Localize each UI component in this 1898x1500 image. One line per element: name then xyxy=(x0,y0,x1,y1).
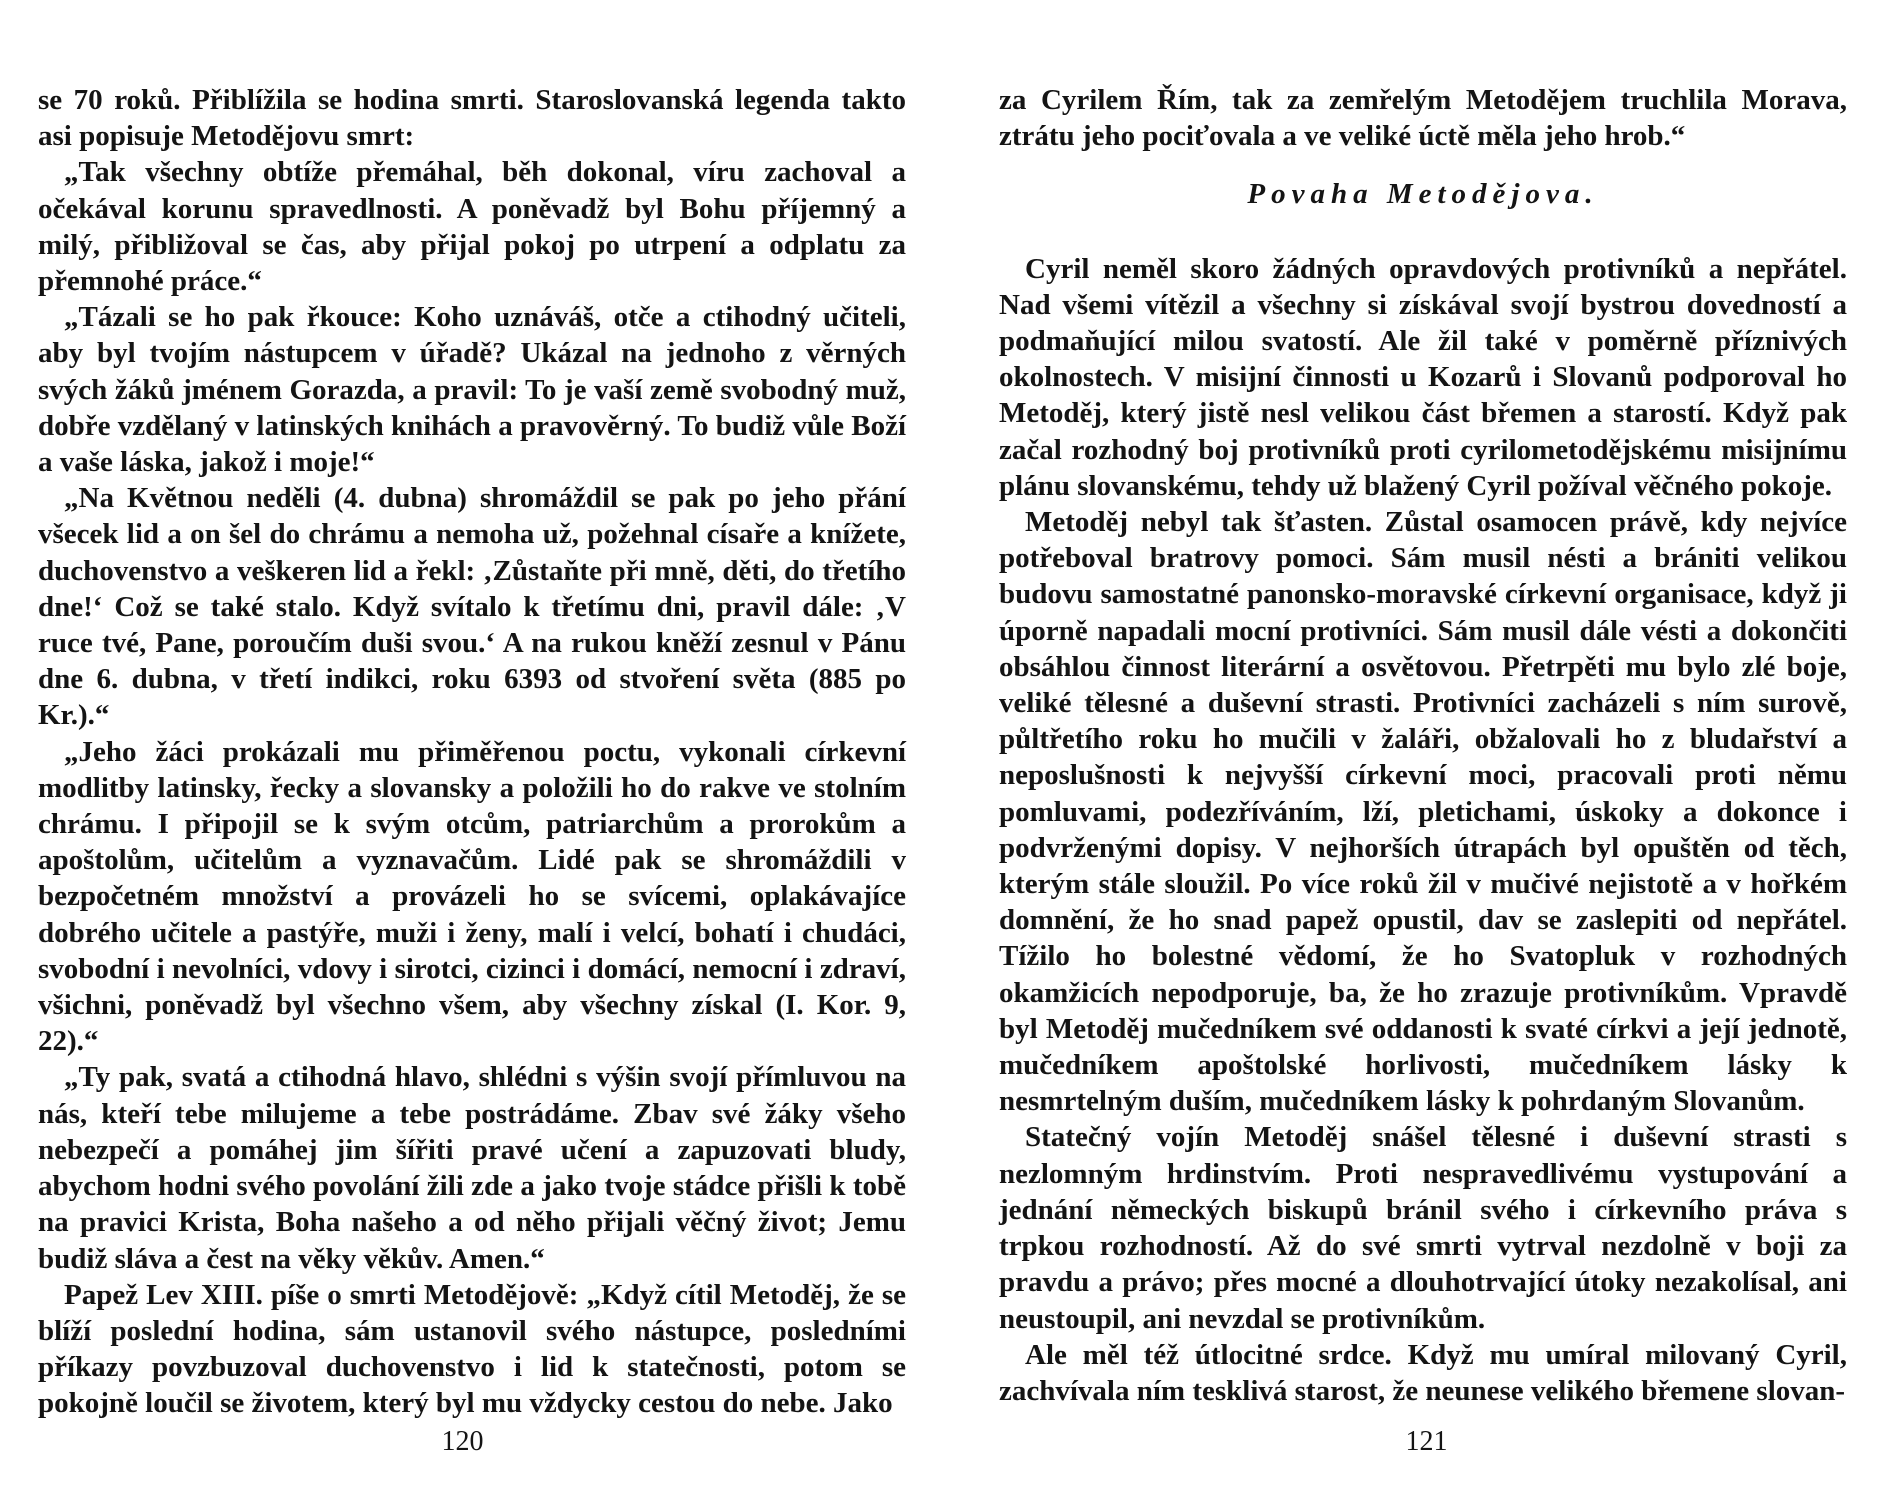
page-number-right: 121 xyxy=(1405,1426,1448,1457)
section-heading: Povaha Metodějova. xyxy=(1247,178,1599,211)
paragraph-legend-quote-3: „Na Květnou neděli (4. dubna) shromáždil se pak po jeho přání všecek lid a on šel do chrámu a nemoha už, požehnal císaře a knížete, duchovenstvo a veškeren lid a řekl: ‚Zůstaňte při mně, děti, do třetího dne!‘ Což se také stalo. Když svítalo k třetímu dni, pravil dále: ‚V ruce tvé, Pane, poroučím duši svou.‘ A na rukou kněží zesnul v Pánu dne 6. dubna, v třetí indikci, roku 6393 od stvoření světa (885 po Kr.).“ xyxy=(38,482,906,732)
paragraph-methodius-trials: Metoděj nebyl tak šťasten. Zůstal osamocen právě, kdy nejvíce potřeboval bratrovy pomoci. Sám musil nésti a brániti velikou budovu samostatné panonsko-moravské církevní organisace, když ji úporně napadali mocní protivníci. Sám musil dále vésti a dokončiti obsáhlou činnost literární a osvětovou. Přetrpěti mu bylo zlé boje, veliké tělesné a duševní strasti. Protivníci zacházeli s ním surově, půltřetího roku ho mučili v žaláři, obžalovali ho z bludařství a neposlušnosti k nejvyšší církevní moci, pracovali proti němu pomluvami, podezříváním, lží, pletichami, úskoky a dokonce i podvrženými dopisy. V nejhorších útrapách byl opuštěn od těch, kterým stále sloužil. Po více roků žil v mučivé nejistotě a v hořkém domnění, že ho snad papež opustil, dav se zaslepiti od nepřátel. Tížilo ho bolestné vědomí, že ho Svatopluk v rozhodných okamžicích nepodporuje, ba, že ho zrazuje protivníkům. Vpravdě byl Metoděj mučedníkem své oddanosti k svaté církvi a její jednotě, mučedníkem apoštolské horlivosti, mučedníkem lásky k nesmrtelným duším, mučedníkem lásky k pohrdaným Slovanům. xyxy=(999,506,1847,1118)
paragraph-legend-quote-4: „Jeho žáci prokázali mu přiměřenou poctu, vykonali církevní modlitby latinsky, řecky a slovansky a položili ho do rakve ve stolním chrámu. I připojil se k svým otcům, patriarchům a prorokům a apoštolům, učitelům a vyznavačům. Lidé pak se shromáždili v bezpočetném množství a provázeli ho se svícemi, oplakávajíce dobrého učitele a pastýře, muži i ženy, malí i velcí, bohatí i chudáci, svobodní i nevolníci, vdovy i sirotci, cizinci i domácí, nemocní i zdraví, všichni, poněvadž byl všechno všem, aby všechny získal (I. Kor. 9, 22).“ xyxy=(38,735,906,1058)
paragraph-legend-quote-2: „Tázali se ho pak řkouce: Koho uznáváš, otče a ctihodný učiteli, aby byl tvojím nástupcem v úřadě? Ukázal na jednoho z věrných svých žáků jménem Gorazda, a pravil: To je vaší země svobodný muž, dobře vzdělaný v latinských knihách a pravověrný. To budiž vůle Boží a vaše láska, jakož i moje!“ xyxy=(38,301,906,479)
paragraph-pope-leo: Papež Lev XIII. píše o smrti Metodějově: „Když cítil Metoděj, že se blíží poslední hodina, sám ustanovil svého nástupce, posledními příkazy povzbuzoval duchovenstvo i lid k statečnosti, potom se pokojně loučil se životem, který byl mu vždycky cestou do nebe. Jako xyxy=(38,1278,906,1420)
right-page-text xyxy=(999,82,1847,1409)
paragraph-continuation: se 70 roků. Přiblížila se hodina smrti. Staroslovanská legenda takto asi popisuje Metodějovu smrt: xyxy=(38,84,906,153)
paragraph-legend-quote-5: „Ty pak, svatá a ctihodná hlavo, shlédni s výšin svojí přímluvou na nás, kteří tebe milujeme a tebe postrádáme. Zbav své žáky všeho nebezpečí a pomáhej jim šířiti pravé učení a zapuzovati bludy, abychom hodni svého povolání žili zde a jako tvoje stádce přišli k tobě na pravici Krista, Boha našeho a od něho přijali věčný život; Jemu budiž sláva a čest na věky věkův. Amen.“ xyxy=(38,1061,906,1275)
paragraph-methodius-heart: Ale měl též útlocitné srdce. Když mu umíral milovaný Cyril, zachvívala ním tesklivá starost, že neunese velikého břemene slovan- xyxy=(999,1338,1847,1407)
paragraph-legend-quote-1: „Tak všechny obtíže přemáhal, běh dokonal, víru zachoval a očekával korunu spravedlnosti. A poněvadž byl Bohu příjemný a milý, přibližoval se čas, aby přijal pokoj po utrpení a odplatu za přemnohé práce.“ xyxy=(38,156,906,298)
right-page xyxy=(949,0,1898,1500)
paragraph-continuation: za Cyrilem Řím, tak za zemřelým Metodějem truchlila Morava, ztrátu jeho pociťovala a ve veliké úctě měla jeho hrob.“ xyxy=(999,84,1847,153)
paragraph-methodius-courage: Statečný vojín Metoděj snášel tělesné i duševní strasti s nezlomným hrdinstvím. Proti nespravedlivému vystupování a jednání německých biskupů bránil svého i církevního práva s trpkou rozhodností. Až do své smrti vytrval nezdolně v boji za pravdu a právo; přes mocné a dlouhotrvající útoky nezakolísal, ani neustoupil, ani nevzdal se protivníkům. xyxy=(999,1121,1847,1335)
page-number-left: 120 xyxy=(441,1426,484,1457)
left-page-text xyxy=(38,82,906,1422)
paragraph-cyril: Cyril neměl skoro žádných opravdových protivníků a nepřátel. Nad všemi vítězil a všechny si získával svojí bystrou dovedností a podmaňující milou svatostí. Ale žil také v poměrně příznivých okolnostech. V misijní činnosti u Kozarů i Slovanů podporoval ho Metoděj, který jistě nesl velikou část břemen a starostí. Když pak začal rozhodný boj protivníků proti cyrilometodějskému misijnímu plánu slovanskému, tehdy už blažený Cyril požíval věčného pokoje. xyxy=(999,252,1847,502)
